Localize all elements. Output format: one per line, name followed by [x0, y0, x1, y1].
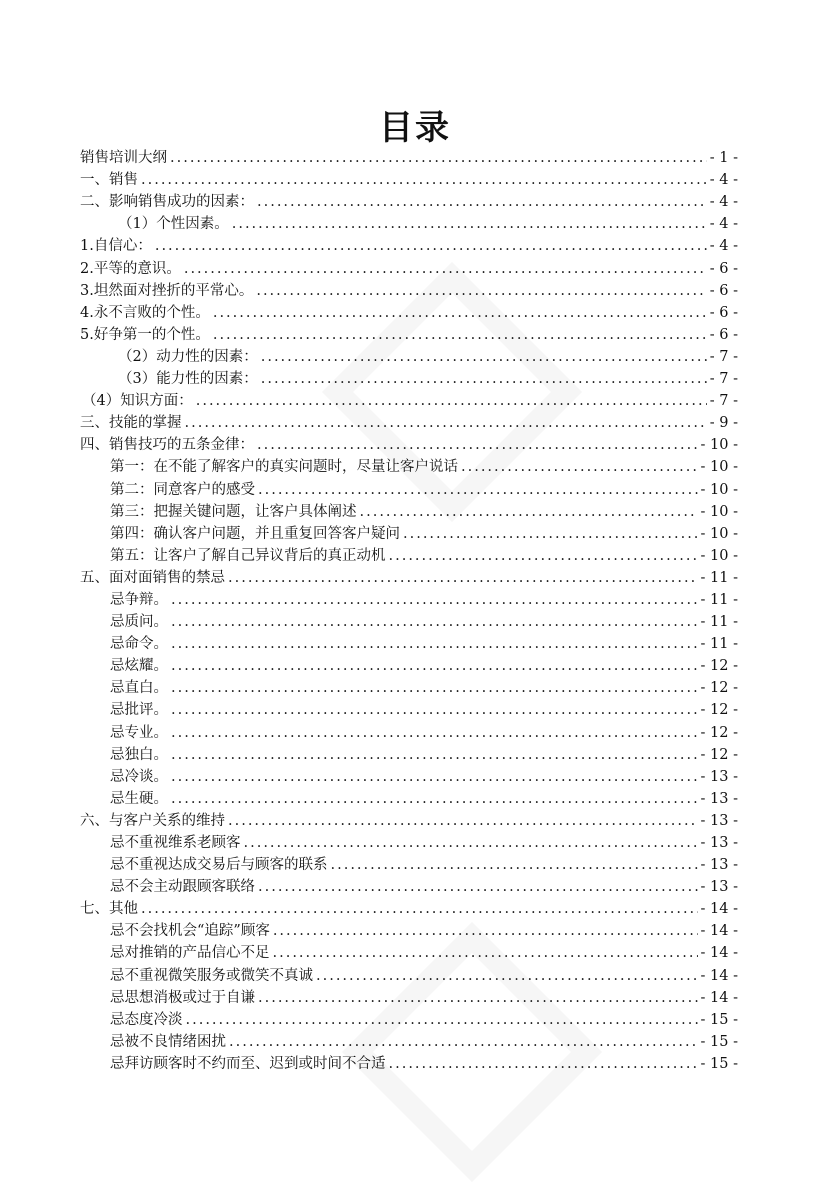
toc-dot-leader	[229, 1031, 698, 1053]
toc-entry-page-number: - 6 -	[709, 282, 738, 299]
toc-entry-page-number: - 11 -	[700, 569, 738, 586]
toc-dot-leader	[228, 810, 698, 832]
toc-entry-page-number: - 13 -	[700, 835, 738, 851]
toc-dot-leader	[170, 147, 707, 169]
toc-entry-label: 第三：把握关键问题，让客户具体阐述	[110, 503, 357, 520]
toc-dot-leader	[185, 412, 707, 434]
toc-entry[interactable]	[80, 412, 738, 434]
toc-entry[interactable]	[80, 169, 738, 191]
toc-dot-leader	[403, 523, 698, 545]
toc-entry[interactable]	[80, 810, 738, 832]
toc-dot-leader	[258, 876, 698, 898]
toc-dot-leader	[261, 368, 707, 390]
toc-entry-label: 第一：在不能了解客户的真实问题时，尽量让客户说话	[110, 459, 458, 476]
toc-entry-page-number: - 14 -	[700, 967, 738, 984]
toc-entry-page-number: - 14 -	[700, 901, 738, 918]
toc-entry-label: （1）个性因素。	[118, 216, 229, 233]
toc-entry-label: 忌不会找机会“追踪”顾客	[110, 923, 270, 940]
toc-dot-leader	[171, 655, 698, 677]
toc-entry-page-number: - 6 -	[709, 304, 738, 321]
toc-entry-page-number: - 11 -	[700, 636, 738, 653]
toc-entry[interactable]	[80, 1031, 738, 1053]
toc-entry-label: 忌被不良情绪困扰	[110, 1033, 226, 1050]
toc-entry-page-number: - 13 -	[700, 768, 738, 785]
toc-entry-label: 忌直白。	[110, 680, 168, 697]
toc-entry-label: 忌争辩。	[110, 591, 168, 608]
toc-entry-label: 三、技能的掌握	[80, 415, 182, 432]
toc-entry-page-number: - 13 -	[700, 790, 738, 807]
toc-entry-page-number: - 12 -	[700, 746, 738, 763]
toc-entry-label: 忌拜访顾客时不约而至、迟到或时间不合适	[110, 1055, 386, 1072]
toc-dot-leader	[171, 611, 698, 633]
toc-entry-page-number: - 11 -	[700, 591, 738, 608]
toc-entry-page-number: - 12 -	[700, 680, 738, 697]
toc-entry[interactable]	[80, 346, 738, 368]
toc-entry-page-number: - 9 -	[709, 415, 738, 432]
toc-entry-label: 四、销售技巧的五条金律：	[80, 437, 254, 454]
toc-entry[interactable]	[80, 1053, 738, 1075]
toc-entry-page-number: - 15 -	[700, 1033, 738, 1050]
toc-dot-leader	[256, 280, 706, 302]
toc-entry-label: 一、销售	[80, 172, 138, 189]
toc-entry-label: 忌不重视维系老顾客	[110, 835, 241, 851]
toc-entry-page-number: - 12 -	[700, 702, 738, 719]
toc-entry[interactable]	[80, 147, 738, 169]
toc-dot-leader	[213, 324, 707, 346]
toc-entry-page-number: - 6 -	[709, 326, 738, 343]
toc-dot-leader	[244, 832, 698, 854]
toc-entry[interactable]	[80, 898, 738, 920]
toc-entry-page-number: - 7 -	[709, 348, 738, 365]
toc-entry-label: 忌对推销的产品信心不足	[110, 945, 270, 962]
toc-entry-label: 忌思想消极或过于自谦	[110, 989, 255, 1006]
toc-entry[interactable]	[80, 721, 738, 743]
toc-dot-leader	[213, 302, 707, 324]
toc-entry-label: 忌冷谈。	[110, 768, 168, 785]
toc-entry-page-number: - 13 -	[700, 857, 738, 874]
toc-entry[interactable]	[80, 523, 738, 545]
toc-dot-leader	[258, 479, 698, 501]
toc-dot-leader	[273, 942, 698, 964]
toc-entry-label: 3.坦然面对挫折的平常心。	[80, 282, 254, 299]
toc-dot-leader	[171, 744, 698, 766]
toc-dot-leader	[171, 633, 698, 655]
toc-entry[interactable]	[80, 987, 738, 1009]
toc-entry-page-number: - 4 -	[709, 172, 738, 189]
toc-dot-leader	[331, 854, 698, 876]
toc-dot-leader	[171, 722, 698, 744]
toc-entry[interactable]	[80, 567, 738, 589]
page-title: 目录	[379, 108, 451, 148]
toc-entry-page-number: - 11 -	[700, 614, 738, 631]
toc-entry-label: 二、影响销售成功的因素：	[80, 194, 254, 211]
toc-entry[interactable]	[80, 434, 738, 456]
toc-dot-leader	[141, 169, 707, 191]
toc-entry-page-number: - 1 -	[709, 150, 738, 167]
toc-entry-page-number: - 7 -	[709, 393, 738, 410]
toc-entry-label: 忌态度冷淡	[110, 1011, 183, 1028]
toc-entry-label: 忌专业。	[110, 724, 168, 741]
toc-entry-page-number: - 10 -	[700, 547, 738, 564]
toc-entry-label: 忌炫耀。	[110, 658, 168, 675]
toc-entry-page-number: - 4 -	[709, 238, 738, 255]
toc-entry-label: （2）动力性的因素：	[118, 348, 258, 365]
toc-entry-page-number: - 12 -	[700, 724, 738, 741]
toc-entry-page-number: - 4 -	[709, 194, 738, 211]
toc-entry[interactable]	[80, 766, 738, 788]
toc-entry[interactable]	[80, 478, 738, 500]
toc-entry[interactable]	[80, 677, 738, 699]
toc-entry-label: 六、与客户关系的维持	[80, 812, 225, 829]
toc-entry-label: 第四：确认客户问题，并且重复回答客户疑问	[110, 525, 400, 542]
toc-dot-leader	[232, 213, 707, 235]
toc-dot-leader	[389, 545, 698, 567]
toc-entry-page-number: - 10 -	[700, 481, 738, 498]
toc-entry[interactable]	[80, 191, 738, 213]
toc-entry[interactable]	[80, 324, 738, 346]
toc-entry[interactable]	[80, 501, 738, 523]
toc-entry-label: 忌批评。	[110, 702, 168, 719]
toc-entry-label: 忌不重视微笑服务或微笑不真诚	[110, 967, 313, 984]
toc-entry-page-number: - 15 -	[700, 1011, 738, 1028]
toc-entry[interactable]	[80, 942, 738, 964]
toc-entry[interactable]	[80, 456, 738, 478]
toc-entry[interactable]	[80, 788, 738, 810]
toc-dot-leader	[316, 965, 698, 987]
toc-entry-label: （3）能力性的因素：	[118, 371, 258, 388]
toc-entry[interactable]	[80, 655, 738, 677]
toc-dot-leader	[155, 235, 707, 257]
toc-dot-leader	[389, 1053, 698, 1075]
toc-entry-label: 4.永不言败的个性。	[80, 304, 210, 321]
toc-entry-label: 第二：同意客户的感受	[110, 481, 255, 498]
toc-entry-page-number: - 14 -	[700, 945, 738, 962]
table-of-contents	[80, 147, 738, 1075]
toc-entry[interactable]	[80, 920, 738, 942]
toc-entry[interactable]	[80, 876, 738, 898]
toc-entry[interactable]	[80, 744, 738, 766]
toc-dot-leader	[461, 456, 698, 478]
toc-entry[interactable]	[80, 213, 738, 235]
toc-entry-page-number: - 10 -	[700, 459, 738, 476]
toc-entry-label: 五、面对面销售的禁忌	[80, 569, 225, 586]
toc-entry-label: 七、其他	[80, 901, 138, 918]
toc-entry[interactable]	[80, 589, 738, 611]
toc-entry-label: 忌命令。	[110, 636, 168, 653]
toc-entry-label: 忌不会主动跟顾客联络	[110, 879, 255, 896]
toc-entry[interactable]	[80, 633, 738, 655]
toc-entry[interactable]	[80, 611, 738, 633]
toc-dot-leader	[261, 346, 707, 368]
toc-entry[interactable]	[80, 235, 738, 257]
toc-dot-leader	[186, 1009, 698, 1031]
toc-entry-page-number: - 4 -	[709, 216, 738, 233]
toc-entry-page-number: - 14 -	[700, 989, 738, 1006]
toc-entry-page-number: - 10 -	[700, 525, 738, 542]
toc-dot-leader	[360, 501, 698, 523]
toc-entry-label: 忌生硬。	[110, 790, 168, 807]
toc-dot-leader	[257, 191, 707, 213]
toc-entry[interactable]	[80, 257, 738, 279]
toc-dot-leader	[171, 788, 698, 810]
toc-entry[interactable]	[80, 390, 738, 412]
toc-entry-page-number: - 13 -	[700, 879, 738, 896]
toc-entry-label: 2.平等的意识。	[80, 260, 181, 277]
toc-dot-leader	[171, 677, 698, 699]
toc-dot-leader	[273, 920, 698, 942]
toc-entry-label: 1.自信心：	[80, 238, 152, 255]
toc-entry-page-number: - 10 -	[700, 437, 738, 454]
toc-entry-page-number: - 10 -	[700, 503, 738, 520]
toc-entry-page-number: - 6 -	[709, 260, 738, 277]
toc-entry-label: 忌质问。	[110, 614, 168, 631]
toc-entry[interactable]	[80, 832, 738, 854]
toc-dot-leader	[171, 766, 698, 788]
toc-entry-label: 5.好争第一的个性。	[80, 326, 210, 343]
toc-dot-leader	[184, 258, 707, 280]
toc-entry[interactable]	[80, 280, 738, 302]
toc-entry-page-number: - 14 -	[700, 923, 738, 940]
toc-dot-leader	[257, 434, 698, 456]
toc-entry[interactable]	[80, 854, 738, 876]
toc-entry[interactable]	[80, 368, 738, 390]
toc-entry-label: 第五：让客户了解自己异议背后的真正动机	[110, 547, 386, 564]
toc-dot-leader	[171, 589, 698, 611]
toc-dot-leader	[228, 567, 698, 589]
toc-entry[interactable]	[80, 1009, 738, 1031]
toc-entry-page-number: - 15 -	[700, 1055, 738, 1072]
toc-entry[interactable]	[80, 545, 738, 567]
toc-entry-label: 忌不重视达成交易后与顾客的联系	[110, 857, 328, 874]
toc-entry-page-number: - 7 -	[709, 371, 738, 388]
toc-dot-leader	[141, 898, 698, 920]
toc-entry-page-number: - 12 -	[700, 658, 738, 675]
toc-dot-leader	[171, 699, 698, 721]
toc-entry-page-number: - 13 -	[700, 812, 738, 829]
toc-dot-leader	[196, 390, 707, 412]
toc-dot-leader	[258, 987, 698, 1009]
toc-entry[interactable]	[80, 699, 738, 721]
toc-entry-label: （4）知识方面：	[82, 393, 193, 410]
toc-entry-label: 忌独白。	[110, 746, 168, 763]
toc-entry[interactable]	[80, 964, 738, 986]
toc-entry[interactable]	[80, 302, 738, 324]
toc-entry-label: 销售培训大纲	[80, 150, 167, 167]
